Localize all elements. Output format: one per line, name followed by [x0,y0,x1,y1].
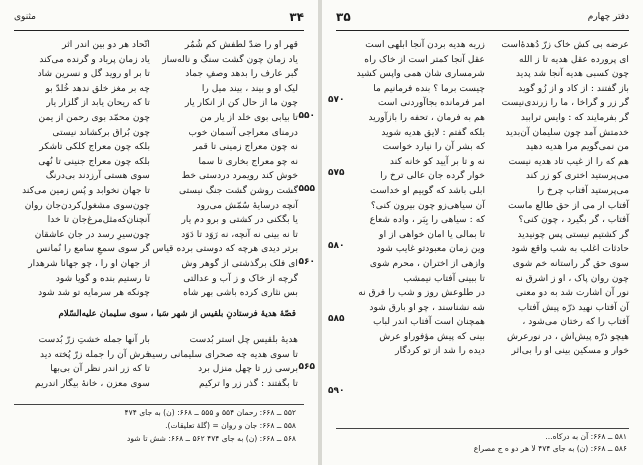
footnote: ۵۵۲ ــ ۶۶۸: رحمان ۵۵۴ و ۵۵۵ ــ ۶۶۸: (ن) به جای ۴۷۴ [124,408,296,417]
verse-line: بار آنها جمله خشتِ زرّ بُدست [38,334,150,345]
verse-line: آن آفتاب نهید ذرّه پیش آفتاب [517,301,629,313]
verse-line: بلکه گفتم : لایق هدیه شوید [381,126,485,138]
verse-line: یاد زمان چون گشت سنگ و ناله‌ساز [162,53,298,65]
verse-line: تا بگفتند : گذر زر وا ترکیم [198,377,298,389]
verse-line: گر زر و گراخا ، ما را زرندی‌نیست [501,97,629,109]
verse-line: آنچه درسایهٔ سُمّش می‌رود [196,199,298,211]
verse-line: گشت روشن گشت جنگ نیستی [178,184,298,196]
verse-line: در طلوعش روز و شب را فرق نه [358,287,485,299]
page-number: ۳۴ [289,10,304,24]
verse-line: گرچه از خاک و ز آب و عدالتی [183,272,298,284]
verse-line: می‌پرستید اختری کو زر کند [525,170,629,182]
verse-line: می‌پرستید آفتاب چرخ را [537,184,629,196]
verse-line: خوش کند رویمرد دردستی خط [181,170,298,182]
verse-line: خدمتش آمد چون سلیمان آن‌بدید [505,126,629,138]
footnote: ۵۶۸ ــ ۶۶۸: (ن) به جای ۴۷۴ ۵۶۲ ــ ۶۶۸: شش تا شود [126,434,296,443]
verse-line: نه چو معراج بخاری تا سما [198,155,298,167]
verse-line: امر فرمانده بجاآوردنی است [378,97,485,109]
verse-line: حادثات اغلب به شب واقع شود [511,243,629,255]
verse-line: فرش آن را جمله زرّ پُخته دید [40,348,150,360]
verse-line: تا که زر اندر نظر آن بی‌بها [50,363,150,375]
verse-line: تا نه بینی نه آنچه، نه رَوَد تا دَوَد [181,228,298,240]
verse-line: بلکه چون معراج کلکی تاشکر [39,141,150,153]
footnote: ۵۵۸ ــ ۶۶۸: جان و روان = (گلهٔ تعلیقات). [165,421,296,430]
verse-line: ای فلک برگذشتی از گوهر وش [181,257,298,269]
verse-column-right [501,38,629,359]
footnote-rule [14,404,304,405]
verse-line: آفتاب را که رختان می‌شود ، [522,316,629,328]
verse-line: نه چون معراج زمینی تا قمر [193,141,298,153]
verse-line: چون کسبی هدیه آنجا شد پدید [515,68,629,80]
verse-line: من نمی‌گویم مرا هدیه دهید [525,141,629,153]
verse-line: خوار و مسکین بینی او را بی‌اثر [511,345,629,357]
verse-line: تا بمالی یا امان خواهی از او [379,228,485,240]
verse-line: هم به فرمان ، تحفه را بازآورید [368,111,485,123]
verse-line: آنچنان‌که‌مثل‌مرغ‌جان تا خدا [47,214,150,226]
verse-line: آفتاب ار می از حق طالع ماست [508,199,629,211]
verse-line: یا بگکنی در کشتی و برو دم یار [181,214,298,226]
verse-line: گر کشتیم نیستی پس چونیدید [517,228,629,240]
verse-line: گبر عارف را بدهد وصفِ جماد [185,68,298,80]
verse-line: گر بفرمایند که : وایس تراببد [520,111,629,123]
verse-line: ابلی باشد که گوییم او خداست [370,184,485,196]
verse-column-right [147,333,298,391]
verse-line: که بشر آن را نیارد خواست [382,141,485,153]
verse-line: خوار گرده جان عالی ترخ را [380,170,485,182]
verse-line: برتر دیدی هرچه که دوستی برده قیاس [152,243,298,255]
verse-line: لیک او و بیند ، بیند میل را [201,82,298,94]
line-number: ۵۷۰ [328,95,345,105]
right-page [322,0,643,465]
verse-line: هم که را از غیب تاد هدیه نیست [508,155,629,167]
verse-column-left [12,38,150,301]
verse-line: چون روان پاک ، او ز اشرق نه [515,272,629,284]
verse-line: وازهی از اختران ، محرم شوی [369,257,485,269]
verse-line: بلکه چون معراج جنینی تا نُهی [38,155,150,167]
verse-line: آفتاب ، گر بگیرد ، چون کنی؟ [518,214,629,226]
verse-column-left [356,38,485,359]
verse-line: چه بر مغز خلق ندهد خُلدّ بو [45,82,150,94]
verse-line: چون‌سیرِ رسد در جان عاشقان [34,228,150,240]
verse-line: چون‌سوی مشغول‌کردن‌جان روان [24,199,150,211]
line-number: ۵۶۵ [298,362,315,372]
verse-line: بس نثاری کرده باشی بهر شاه [183,287,298,299]
verse-line: چون ما از حال کن از انکار یار [184,97,298,109]
verse-line: چیست برما ؟ بنده فرمانیم ما [373,82,485,94]
verse-line: گر سوی سمعِ سامع را نُمانس [36,243,150,255]
verse-line: تا جهان نخوابد و پُس زمین می‌کند [22,184,150,196]
verse-line: وین زمان معبودتو غایب شود [376,243,485,255]
book-title: دفتر چهارم [587,12,629,22]
verse-line: نه و تا بر آیید کو خانه کند [389,155,485,167]
line-number: ۵۵۵ [298,184,315,194]
page-number: ۳۵ [336,10,351,24]
verse-line: سوی معزن ، خانهٔ بیگار اندریم [34,377,150,389]
footnote: ۵۸۶ ــ ۶۶۸: (ن) به جای ۴۷۴ لا هر دو ه ج مصراع [473,444,627,453]
verse-line: درمنای معراجی آسمان خوب [188,126,298,138]
verse-line: عرضه بی کش خاک زرّ دُهدهٔ‌است [501,39,629,50]
verse-line: تا بر او روید گل و نسرین شاد [37,68,150,80]
book-title: مثنوی [14,12,36,22]
verse-line: نور آن اشارت شد به دو معنی [515,287,629,299]
verse-line: تا ببینی آفتاب نیمشب [403,272,485,284]
line-number: ۵۶۰ [298,257,315,267]
verse-line: تا بیابی بوی خلد از یار من [200,111,298,123]
verse-line: سوی حق گر راستانه خم شوی [512,257,629,269]
verse-line: چونکه هر سرمایه تو شد شود [38,287,150,299]
verse-line: برسی زر تا چهل منزل برد [198,363,298,375]
page-header [336,12,629,26]
verse-line: یاد زمان پرباد و گرنده می‌کند [39,53,150,65]
line-number: ۵۵۰ [298,111,315,121]
verse-line: از جهان او را ، چو جهانا شرهدار [28,257,150,269]
header-rule [14,30,304,31]
footnote-rule [336,428,629,429]
left-page [0,0,318,465]
verse-line: همچنان است آفتاب اندر لباب [373,316,485,328]
verse-column-left [12,333,150,391]
verse-line: شه نشناسند ، چو او بارق شود [369,301,485,313]
verse-line: هدیهٔ بلقیس چل استر بُدست [189,334,298,345]
section-heading: قصّهٔ هدیهٔ فرستادنِ بلقیس از شهر سَبا ، سوی سلیمان علیه‌السّلام [58,309,296,319]
header-rule [336,30,629,31]
verse-line: چون بُراق برکشاند نیستی [52,126,150,138]
footnote: ۵۸۱ ــ ۶۶۸: آن به درکاه... [545,432,627,441]
verse-line: آن سیاهی‌زو چون بیرون کنی؟ [370,199,485,211]
verse-column-right [152,38,298,301]
verse-line: هیچو ذرّه پیش‌اش ، در نورعرش [506,330,629,342]
verse-line: عقل آنجا کمتر است از خاک راه [364,53,485,65]
verse-line: چون محمّد بوی رحمن از یمن [38,111,150,123]
line-number: ۵۸۵ [328,314,345,324]
line-number: ۵۷۵ [328,168,345,178]
verse-line: شرمساری شان همی واپس کشید [356,68,485,80]
verse-line: زربه هدیه بردن آنجا ابلهی است [365,39,485,50]
verse-line: سوی هستی آرزدند بی‌درنگ [45,170,150,182]
verse-line: تا سوی هدیه چه صحرای سلیمانی رسید [147,348,298,360]
verse-line: اتّحاد هر دو بین اندر اثر [62,39,150,50]
verse-line: باز گفتند : از کاد و از زُو گوید [518,82,629,94]
verse-line: تا که ریحان یابد از گلزار یار [46,97,150,109]
verse-line: قهر او را ضدّ لطفش کم شُمُر [184,39,298,50]
verse-line: دیده را شد از تو کردگار [395,345,485,357]
verse-line: تا رستیم بنده و گویا شود [55,272,150,284]
verse-line: بینی که پیش مؤفوراو عرش [379,330,485,342]
page-header [14,12,304,26]
verse-line: که : سیاهی را بِبَر ، واده شعاع [369,214,485,226]
line-number: ۵۹۰ [328,386,345,396]
line-number: ۵۸۰ [328,241,345,251]
verse-line: ای پرورده عقل هدیه تا ز الله [518,53,629,65]
